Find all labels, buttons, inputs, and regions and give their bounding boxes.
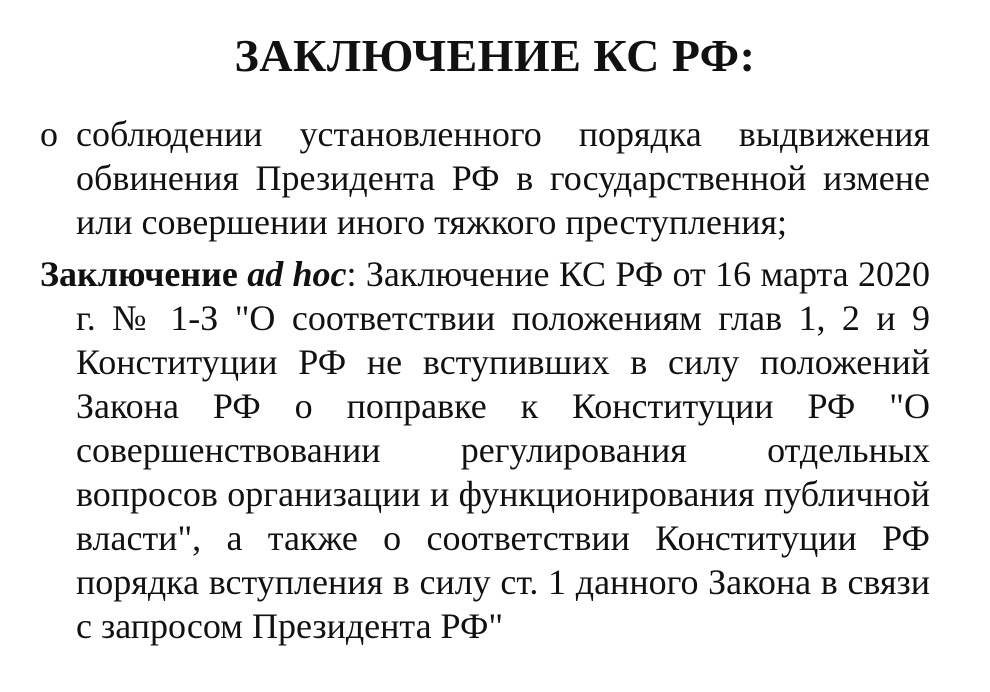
list-item-text-wrapper — [40, 252, 930, 648]
list-item — [40, 112, 930, 244]
lead-term-italic: ad hoc — [247, 254, 347, 294]
list-item — [40, 252, 930, 648]
list-item-text: соблюдении установленного порядка выдвижения обвинения Президента РФ в государственной измене или совершении иного тяжкого преступления; — [76, 114, 930, 242]
page-title: ЗАКЛЮЧЕНИЕ КС РФ: — [234, 30, 756, 81]
list-item-marker: о — [40, 114, 58, 154]
list-item-text: : Заключение КС РФ от 16 марта 2020 г. № 1-З "О соответствии положениям глав 1, 2 и 9 Конституции РФ не вступивших в силу положений Закона РФ о поправке к Конституции РФ "О совершенствовании регулирования отдельных вопросов организации и функционирования публичной власти", а также о соответствии Конституции РФ порядка вступления в силу ст. 1 данного Закона в связи с запросом Президента РФ" — [76, 254, 931, 646]
lead-term: Заключение — [40, 254, 238, 294]
